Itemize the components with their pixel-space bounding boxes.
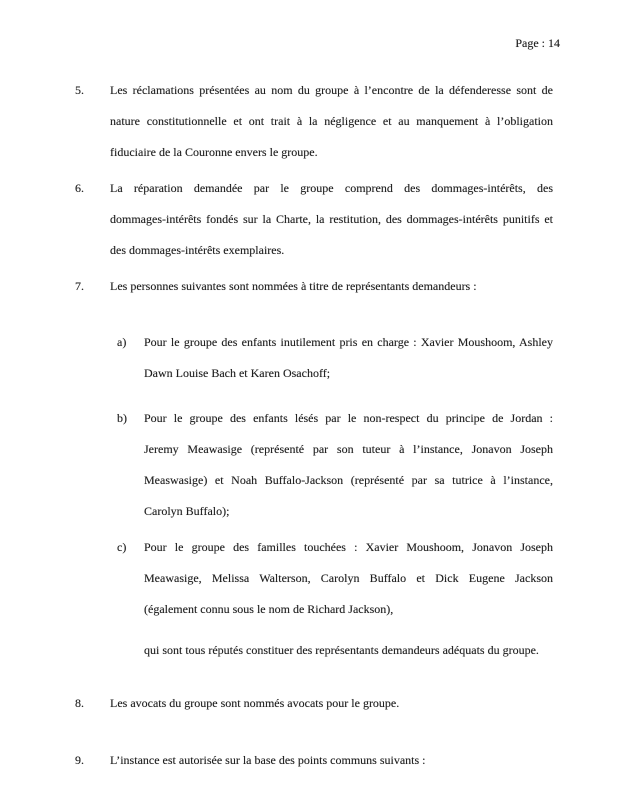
paragraph-number: 5.	[75, 83, 84, 97]
text-line: Meawasige, Melissa Walterson, Carolyn Buffalo et Dick Eugene Jackson	[144, 571, 553, 585]
subitem-c	[117, 532, 553, 625]
subitem-body	[144, 403, 553, 527]
text-line: Dawn Louise Bach et Karen Osachoff;	[144, 366, 331, 380]
text-line: Measwasige) et Noah Buffalo-Jackson (représenté par sa tutrice à l’instance,	[144, 473, 553, 487]
paragraph-body	[110, 75, 553, 168]
page-number-label: Page : 14	[515, 36, 560, 50]
text-line: Les réclamations présentées au nom du groupe à l’encontre de la défenderesse sont de	[110, 83, 553, 97]
paragraph-9	[75, 745, 553, 776]
paragraph-body	[110, 173, 553, 266]
paragraph-8	[75, 688, 553, 719]
subitem-letter: b)	[117, 411, 127, 425]
text-line: qui sont tous réputés constituer des représentants demandeurs adéquats du groupe.	[144, 643, 539, 657]
text-line: Les personnes suivantes sont nommées à titre de représentants demandeurs :	[110, 279, 477, 293]
subitem-letter: c)	[117, 540, 127, 554]
paragraph-body	[110, 271, 553, 302]
paragraph-number: 9.	[75, 753, 84, 767]
paragraph-7	[75, 271, 553, 302]
subitem-body	[144, 327, 553, 389]
subitem-b	[117, 403, 553, 527]
text-line: Pour le groupe des enfants lésés par le non-respect du principe de Jordan :	[144, 411, 553, 425]
text-line: Pour le groupe des familles touchées : Xavier Moushoom, Jonavon Joseph	[144, 540, 553, 554]
paragraph-5	[75, 75, 553, 168]
text-line: (également connu sous le nom de Richard Jackson),	[144, 602, 394, 616]
paragraph-number: 6.	[75, 181, 84, 195]
text-line: dommages-intérêts fondés sur la Charte, la restitution, des dommages-intérêts punitifs et	[110, 212, 553, 226]
text-line: des dommages-intérêts exemplaires.	[110, 243, 285, 257]
paragraph-body	[110, 688, 553, 719]
subitem-letter: a)	[117, 335, 127, 349]
text-line: nature constitutionnelle et ont trait à la négligence et au manquement à l’obligation	[110, 114, 553, 128]
paragraph-number: 8.	[75, 696, 84, 710]
text-line: Jeremy Meawasige (représenté par son tuteur à l’instance, Jonavon Joseph	[144, 442, 553, 456]
subitem-body	[144, 532, 553, 625]
text-line: Carolyn Buffalo);	[144, 504, 230, 518]
closing-paragraph	[144, 635, 553, 666]
text-line: L’instance est autorisée sur la base des points communs suivants :	[110, 753, 426, 767]
paragraph-6	[75, 173, 553, 266]
paragraph-body	[110, 745, 553, 776]
text-line: Pour le groupe des enfants inutilement pris en charge : Xavier Moushoom, Ashley	[144, 335, 553, 349]
paragraph-number: 7.	[75, 279, 84, 293]
text-line: La réparation demandée par le groupe comprend des dommages-intérêts, des	[110, 181, 553, 195]
text-line: Les avocats du groupe sont nommés avocats pour le groupe.	[110, 696, 400, 710]
subitem-a	[117, 327, 553, 389]
text-line: fiduciaire de la Couronne envers le groupe.	[110, 145, 318, 159]
